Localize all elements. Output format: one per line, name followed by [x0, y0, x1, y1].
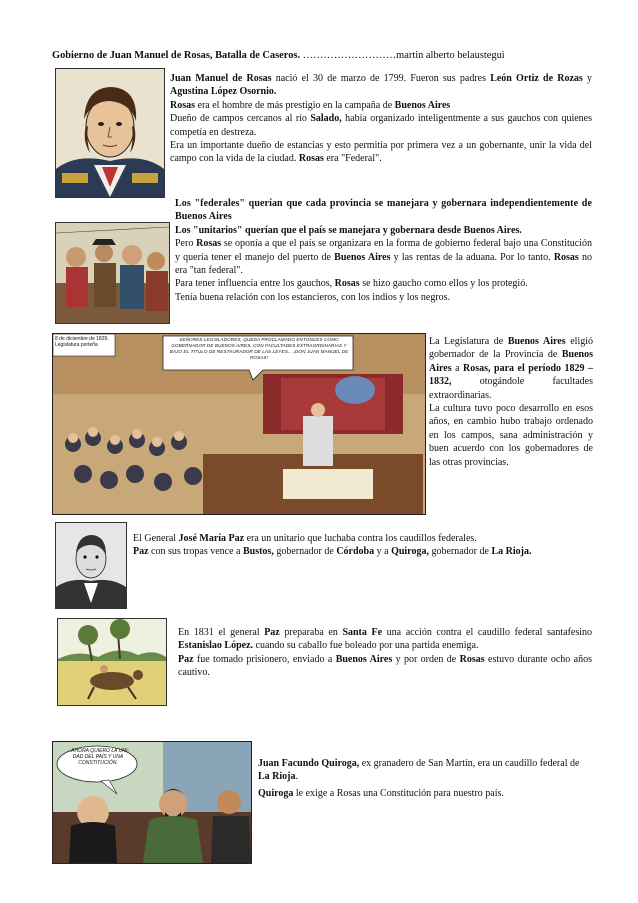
paragraph: [175, 224, 592, 237]
paragraph: [429, 335, 593, 402]
text-bold: Rosas, para el período 1829 – 1832,: [429, 362, 593, 388]
text-bold: Rosas: [459, 653, 485, 665]
text: era un unitario que luchaba contra los caudillos federales.: [244, 533, 477, 544]
document-author: martin alberto belaustegui: [396, 50, 505, 61]
text-bold: Agustina López Osornio.: [170, 86, 277, 98]
gauchos-comic-image: [55, 222, 170, 324]
text-bold: José María Paz: [178, 533, 245, 544]
text: y a: [374, 546, 392, 558]
comic-speech-bubble-quiroga: ...AHORA QUIERO LA UNI-DAD DEL PAÍS Y UNA CONSTITUCIÓN.: [67, 748, 129, 767]
document-header: [52, 50, 592, 61]
text: La Legislatura de: [429, 336, 508, 347]
section-federales-unitarios: [175, 197, 592, 304]
text-bold: Los "federales" querían que cada provincia se manejara y gobernara independientemente de Buenos Aires: [175, 198, 592, 223]
section-quiroga: [258, 757, 592, 800]
paragraph: [133, 532, 593, 545]
text: nació el 30 de marzo de 1799. Fueron sus padres: [271, 73, 491, 84]
text: .: [295, 771, 298, 783]
text: gobernador de: [273, 546, 337, 558]
text-bold: Buenos Aires: [334, 251, 391, 263]
section-legislatura: [429, 335, 593, 469]
paragraph: [258, 757, 592, 784]
text-bold: Rosas: [170, 99, 196, 111]
text: le exige a Rosas una Constitución para nuestro país.: [293, 787, 504, 799]
text: y por orden de: [392, 653, 460, 665]
paragraph: [175, 197, 592, 224]
comic-speech-bubble: SEÑORES LEGISLADORES, QUEDA PROCLAMADO ENTONCES COMO GOBERNADOR DE BUENOS AIRES, CON FACULTADES EXTRAORDINARIAS Y BAJO EL TÍTULO DE RESTAURADOR DE LAS LEYES... ¡DON JUAN MANUEL DE ROSAS!: [169, 337, 349, 360]
text: Pero: [175, 238, 197, 250]
text-bold: Estanislao López.: [178, 640, 254, 652]
text: con sus tropas vence a: [148, 546, 243, 558]
text-bold: Quiroga: [258, 787, 294, 799]
paragraph: [170, 99, 592, 112]
header-dots: ………………………: [300, 50, 397, 61]
text: fue tomado prisionero, enviado a: [193, 653, 336, 665]
text-bold: Juan Manuel de Rosas: [170, 73, 272, 84]
text: no era "tan federal".: [175, 251, 592, 277]
text-bold: La Rioja: [258, 771, 296, 783]
text-bold: Santa Fe: [342, 627, 383, 638]
text: y: [582, 73, 592, 84]
text: ex granadero de San Martín, era un caudillo federal de: [359, 758, 580, 769]
text: Para tener influencia entre los gauchos,: [175, 278, 335, 290]
paragraph: [175, 291, 592, 304]
text: otogándole facultades extraordinarias.: [429, 376, 593, 401]
text: una acción contra el caudillo federal santafesino: [382, 627, 593, 638]
text: era el hombre de más prestigio en la campaña de: [195, 99, 395, 111]
paragraph: [178, 626, 592, 653]
paragraph: [133, 545, 593, 558]
text-bold: Buenos Aires: [394, 99, 451, 111]
text: preparaba en: [279, 627, 343, 638]
text: La cultura tuvo poco desarrollo en esos años, en cambio hubo trabajo ordenado en los campos, sana administración y buen acuerdo con los gobernadores de las otras provincias.: [429, 403, 593, 468]
text: El General: [133, 533, 179, 544]
text: eligió gobernador de la Provincia de: [429, 336, 593, 361]
text-bold: Salado,: [310, 113, 342, 125]
text: En 1831 el general: [178, 627, 265, 638]
paz-portrait-image: [55, 522, 127, 609]
comic-caption: 8 de diciembre de 1829. Legislatura porteña: [55, 336, 109, 348]
text-bold: Buenos Aires: [429, 349, 593, 374]
paragraph: [170, 112, 592, 139]
text: se oponía a que el país se organizara en la forma de gobierno federal bajo una Constitución y quería tener el manejo del puerto de: [175, 238, 592, 263]
text: Era un importante dueño de estancias y esto permitía por primera vez a un gobernante, unir la vida del campo con la vida de la ciudad.: [170, 140, 592, 165]
text: cuando su caballo fue boleado por una partida enemiga.: [253, 640, 479, 652]
text-bold: Paz: [264, 627, 280, 638]
paz-capture-image: [57, 618, 167, 706]
text-bold: Los "unitarios" querían que el país se manejara y gobernara desde Buenos Aires.: [175, 224, 522, 236]
text-bold: Bustos,: [242, 546, 274, 558]
text-bold: Rosas: [298, 153, 324, 165]
text: había organizado inteligentmente a sus gauchos con quienes competía en destreza.: [170, 113, 593, 138]
section-paz-captured: [178, 626, 592, 680]
section-paz: [133, 532, 593, 559]
text: Tenía buena relación con los estancieros, con los indios y los negros.: [175, 291, 451, 303]
text: se hizo gaucho como ellos y los protegió.: [359, 278, 528, 290]
text: gobernador de: [428, 546, 492, 558]
text: Dueño de campos cercanos al río: [170, 113, 311, 125]
text-bold: Rosas: [553, 251, 579, 263]
paragraph: [258, 787, 592, 800]
paragraph: [175, 237, 592, 277]
paragraph: [429, 402, 593, 469]
text-bold: Córdoba: [336, 546, 375, 558]
text-bold: Rosas: [334, 278, 360, 290]
text-bold: León Ortiz de Rozas: [490, 73, 583, 84]
text: y las rentas de la aduana. Por lo tanto.: [390, 251, 554, 263]
text: a: [451, 362, 464, 374]
text: estuvo durante ocho años cautivo.: [178, 653, 592, 679]
document-title: Gobierno de Juan Manuel de Rosas, Batalla de Caseros.: [52, 50, 301, 61]
text: era "Federal".: [323, 153, 382, 165]
section-rosas-bio: [170, 72, 592, 166]
text-bold: Buenos Aires: [507, 336, 566, 347]
text-bold: Rosas: [196, 238, 222, 250]
rosas-portrait-image: [55, 68, 165, 198]
text-bold: Juan Facundo Quiroga,: [258, 758, 360, 769]
text-bold: La Rioja.: [491, 546, 532, 558]
text-bold: Quiroga,: [391, 546, 429, 558]
text-bold: Paz: [133, 546, 149, 558]
text-bold: Paz: [178, 653, 194, 665]
paragraph: [178, 653, 592, 680]
paragraph: [170, 72, 592, 99]
paragraph: [170, 139, 592, 166]
text-bold: Buenos Aires: [335, 653, 393, 665]
paragraph: [175, 277, 592, 290]
